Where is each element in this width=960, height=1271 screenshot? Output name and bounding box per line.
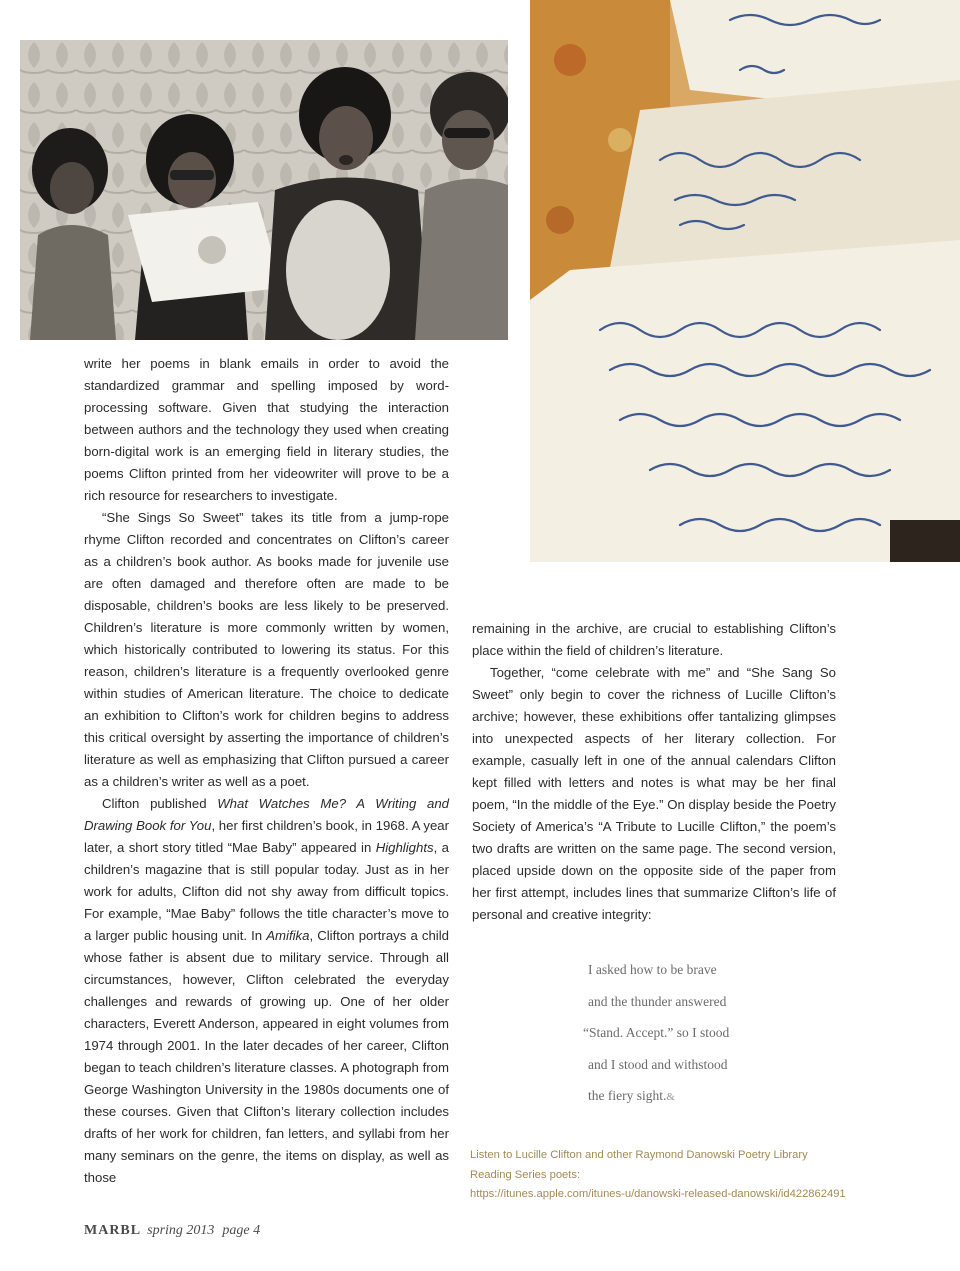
note-line: Listen to Lucille Clifton and other Raymond Danowski Poetry Library (470, 1149, 808, 1161)
issue-season: spring 2013 (147, 1223, 215, 1238)
poem-line: “Stand. Accept.” so I stood (583, 1025, 730, 1040)
paragraph (84, 793, 449, 1189)
manuscripts-photograph (530, 0, 960, 562)
text: , a children’s magazine that is still popular today. Just as in her work for adults, Clifton did not shy away from difficult topics. For example, “Mae Baby” follows the title character’s move to a larger public housing unit. In (84, 840, 449, 943)
paragraph: “She Sings So Sweet” takes its title from a jump-rope rhyme Clifton recorded and concentrates on Clifton’s career as a children’s book author. As books made for juvenile use are often damaged and therefore often are made to be disposable, children’s books are less likely to be preserved. Children’s literature is more commonly written by women, which historically contributed to lowering its status. For this reason, children’s literature is a frequently overlooked genre within studies of American literature. The choice to dedicate an exhibition to Clifton’s work for children begins to address this critical oversight by asserting the importance of children’s literature as well as emphasizing that Clifton pursued a career as a children’s writer as well as a poet. (84, 510, 449, 789)
paragraph: remaining in the archive, are crucial to establishing Clifton’s place within the field of children’s literature. (472, 621, 836, 658)
singers-photo-icon (20, 40, 508, 340)
end-mark: & (666, 1091, 675, 1103)
handwritten-manuscript-icon (530, 0, 960, 562)
text: Clifton published (102, 796, 218, 811)
text: , her first children’s book, in 1968. A year later, a short story titled “Mae Baby” appeared in (84, 818, 450, 855)
singers-photograph (20, 40, 508, 340)
note-line: Reading Series poets: (470, 1168, 581, 1181)
brand-name: MARBL (84, 1223, 142, 1238)
poem-line: and I stood and withstood (588, 1056, 728, 1072)
poem-excerpt (578, 954, 838, 1112)
poem-line (578, 1080, 838, 1112)
paragraph: write her poems in blank emails in order to avoid the standardized grammar and spelling imposed by word-processing software. Given that studying the interaction between authors and the technology they used when creating born-digital work is an emerging field in literary studies, the poems Clifton printed from her videowriter will prove to be a rich resource for researchers to investigate. (84, 356, 449, 503)
itunes-link[interactable]: https://itunes.apple.com/itunes-u/danowski-released-danowski/id422862491 (470, 1188, 846, 1200)
poem-line-text: the fiery sight. (588, 1088, 667, 1103)
book-title: What Watches Me? A Writing and Drawing Book for You (84, 796, 449, 833)
listen-note (470, 1146, 910, 1205)
paragraph: Together, “come celebrate with me” and “She Sang So Sweet” only begin to cover the richness of Lucille Clifton’s archive; however, these exhibitions offer tantalizing glimpses into unexpected aspects of her literary collection. For example, casually left in one of the annual calendars Clifton kept filled with letters and notes is what may be her final poem, “In the middle of the Eye.” On display beside the Poetry Society of America’s “A Tribute to Lucille Clifton,” the poem’s two drafts are written on the same page. The second version, placed upside down on the opposite side of the paper from her first attempt, includes lines that summarize Clifton’s life of personal and creative integrity: (472, 665, 836, 922)
page-number: page 4 (222, 1223, 261, 1238)
book-title: Amifika (266, 928, 310, 943)
page-footer (84, 1223, 268, 1239)
poem-line: I asked how to be brave (588, 962, 717, 977)
text: , Clifton portrays a child whose father is absent due to military service. Through all circumstances, however, Clifton celebrated the everyday challenges and rewards of growing up. One of her older characters, Everett Anderson, appeared in eight volumes from 1974 through 2001. In the later decades of her career, Clifton began to teach children’s literature classes. A photograph from George Washington University in the 1980s documents one of these courses. Given that Clifton’s literary collection includes drafts of her work for children, fan letters, and syllabi from her many seminars on the genre, the items on display, as well as those (84, 928, 450, 1185)
magazine-title: Highlights (375, 840, 434, 855)
poem-line: and the thunder answered (588, 993, 727, 1009)
right-text-column (472, 618, 836, 926)
left-text-column (84, 353, 449, 1189)
